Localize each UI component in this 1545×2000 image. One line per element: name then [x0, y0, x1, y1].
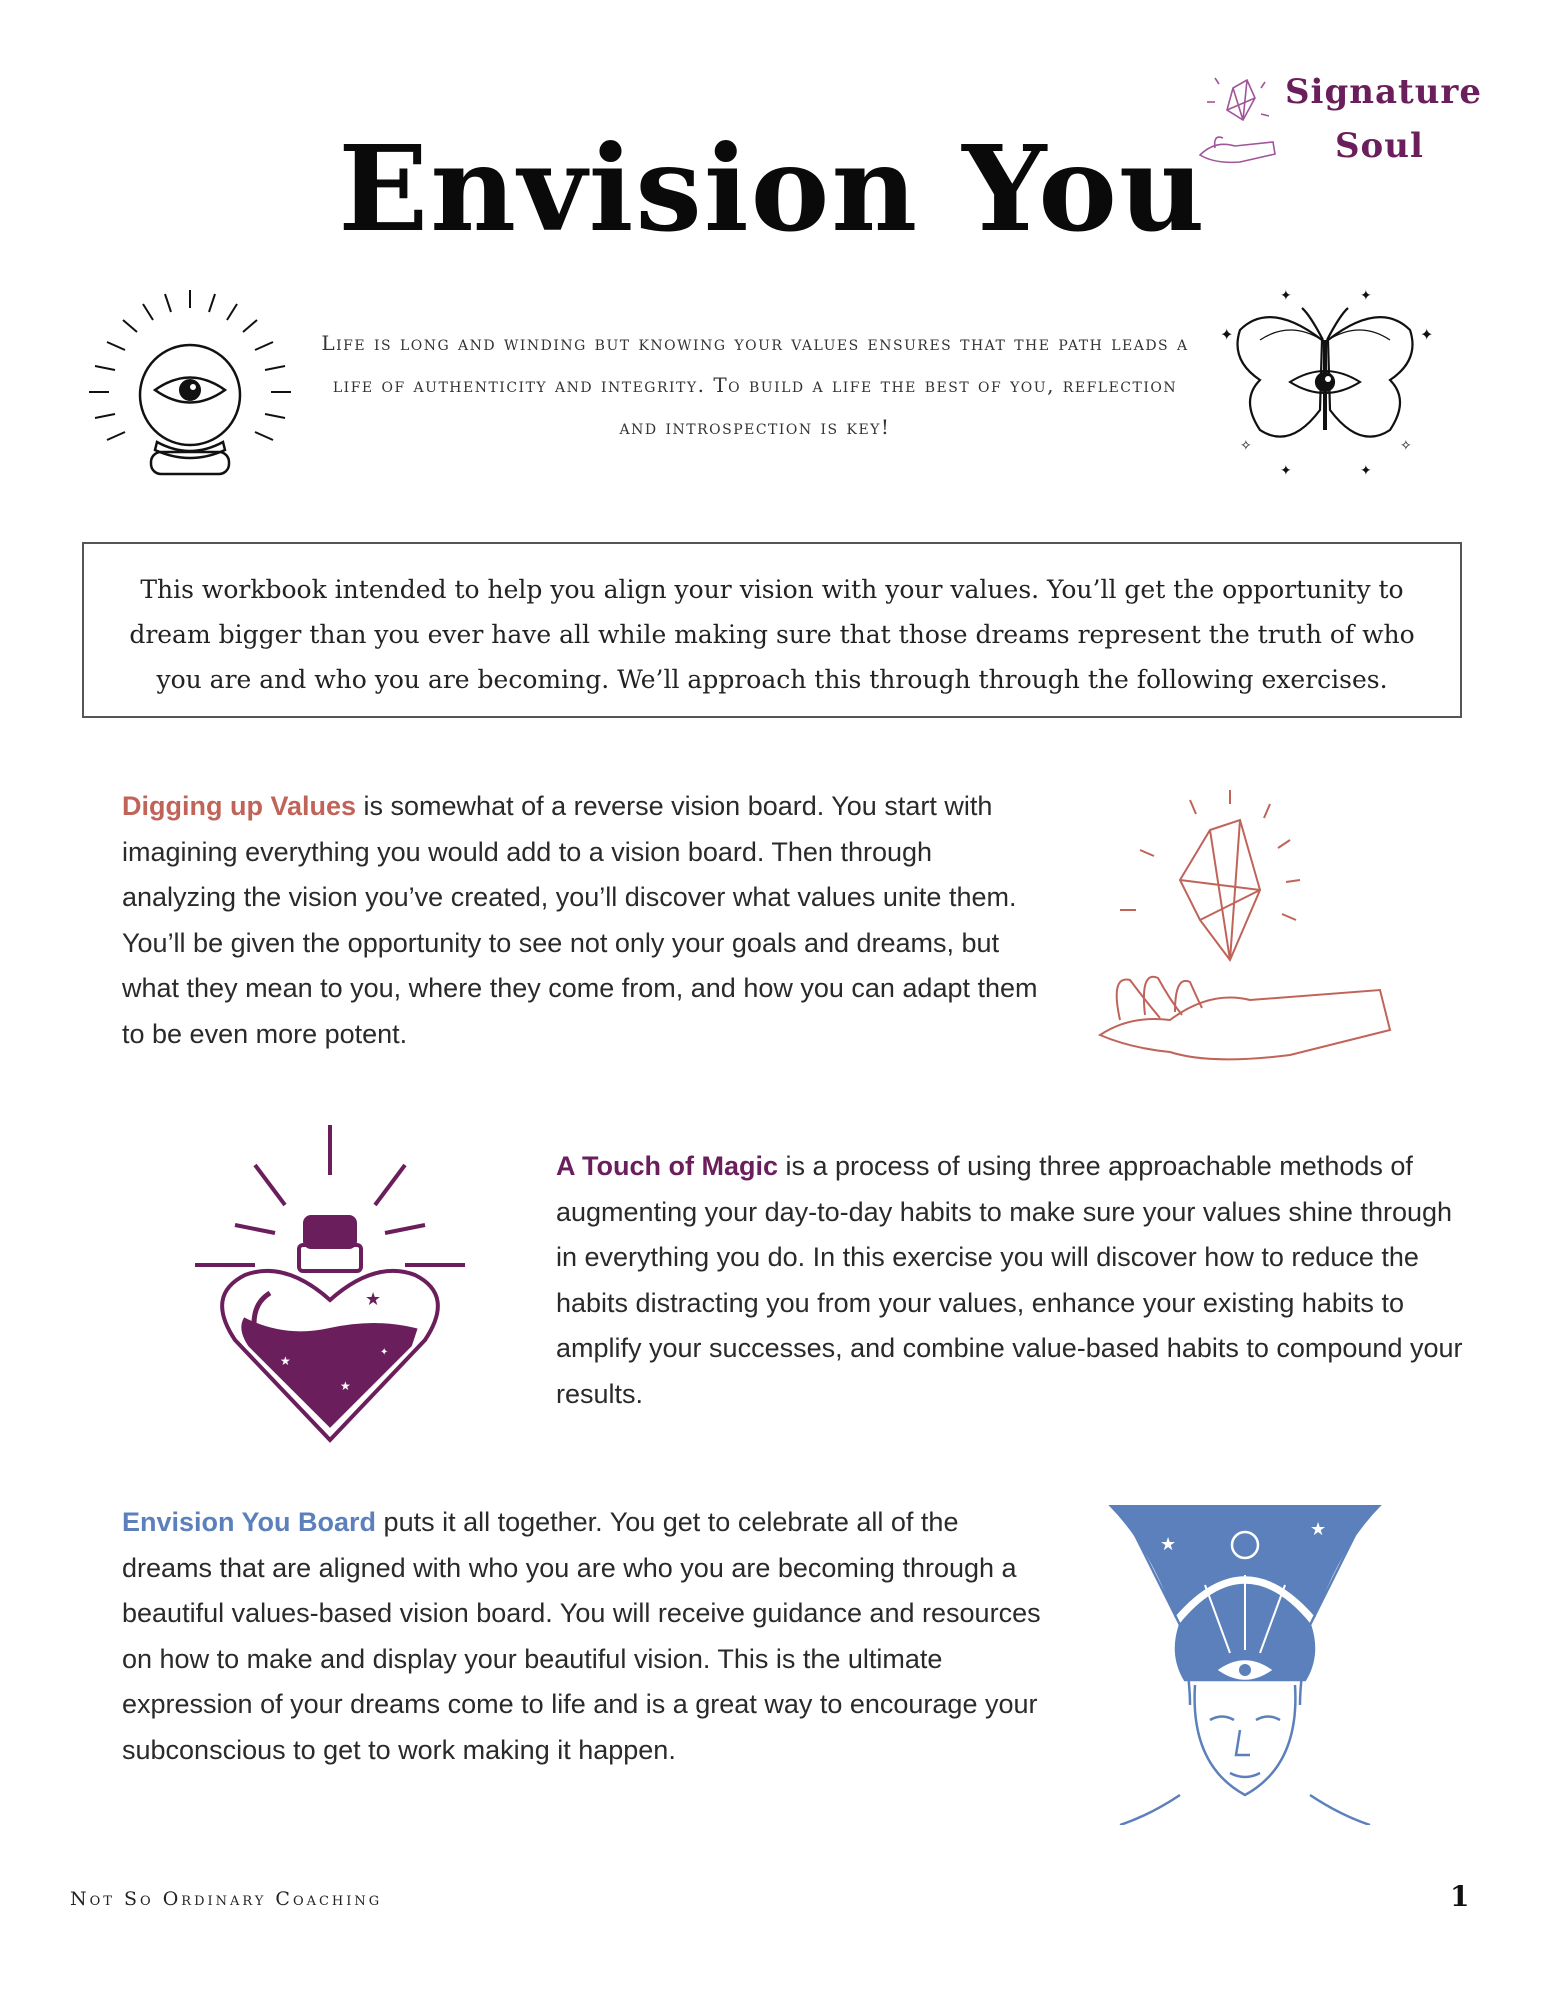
crystal-hand-icon	[1090, 790, 1400, 1070]
svg-text:✦: ✦	[1220, 327, 1234, 344]
intro-box-text: This workbook intended to help you align your vision with your values. You’ll get the opportunity to dream bigger than you ever have all while making sure that those dreams represent the truth of who you are and who you are becoming. We’ll approach this through through the following exercises.	[129, 575, 1415, 694]
section-touch-of-magic	[556, 1144, 1466, 1417]
footer-brand: Not So Ordinary Coaching	[70, 1888, 383, 1910]
mystic-face-icon	[1090, 1505, 1400, 1825]
svg-text:★: ★	[365, 1289, 382, 1309]
section-body: is a process of using three approachable methods of augmenting your day-to-day habits to make sure your values shine through in everything you do. In this exercise you will discover how to reduce the habits distracting you from your values, enhance your existing habits to amplify your successes, and combine value-based habits to compound your results.	[556, 1151, 1463, 1409]
svg-text:✦: ✦	[1360, 462, 1372, 478]
svg-text:★: ★	[1310, 1519, 1327, 1539]
section-title: Envision You Board	[122, 1507, 377, 1537]
crystal-ball-eye-icon	[85, 290, 295, 490]
logo-word-soul: Soul	[1335, 126, 1424, 166]
section-digging-up-values	[122, 784, 1042, 1057]
page-title: Envision You	[338, 119, 1207, 258]
svg-text:★: ★	[1160, 1534, 1177, 1554]
section-body: puts it all together. You get to celebrate all of the dreams that are aligned with who you are who you are becoming through a beautiful values-based vision board. You will receive guidance and resources on how to make and display your beautiful vision. This is the ultimate expression of your dreams come to life and is a great way to encourage your subconscious to get to work making it happen.	[122, 1507, 1041, 1765]
svg-text:✦: ✦	[1360, 287, 1372, 303]
potion-heart-icon	[195, 1125, 465, 1445]
svg-text:✦: ✦	[1420, 327, 1434, 344]
svg-text:✦: ✦	[1330, 1589, 1341, 1603]
page-number: 1	[1450, 1880, 1470, 1913]
intro-text: Life is long and winding but knowing your values ensures that the path leads a life of authenticity and integrity. To build a life the best of you, reflection and introspection is key!	[321, 331, 1189, 439]
svg-text:✧: ✧	[1240, 437, 1252, 453]
section-envision-you-board	[122, 1500, 1052, 1773]
section-body: is somewhat of a reverse vision board. You start with imagining everything you would add to a vision board. Then through analyzing the vision you’ve created, you’ll discover what values unite them. You’ll be given the opportunity to see not only your goals and dreams, but what they mean to you, where they come from, and how you can adapt them to be even more potent.	[122, 791, 1038, 1049]
butterfly-eye-icon	[1210, 280, 1440, 490]
svg-text:✧: ✧	[1400, 437, 1412, 453]
section-title: Digging up Values	[122, 791, 357, 821]
svg-text:✦: ✦	[1280, 287, 1292, 303]
svg-text:✦: ✦	[1280, 462, 1292, 478]
section-title: A Touch of Magic	[556, 1151, 778, 1181]
svg-text:✦: ✦	[380, 1347, 389, 1358]
svg-text:★: ★	[1145, 1582, 1158, 1598]
svg-text:★: ★	[340, 1379, 351, 1393]
svg-text:★: ★	[280, 1354, 291, 1368]
intro-box	[82, 542, 1462, 718]
logo-word-signature: Signature	[1285, 72, 1482, 112]
